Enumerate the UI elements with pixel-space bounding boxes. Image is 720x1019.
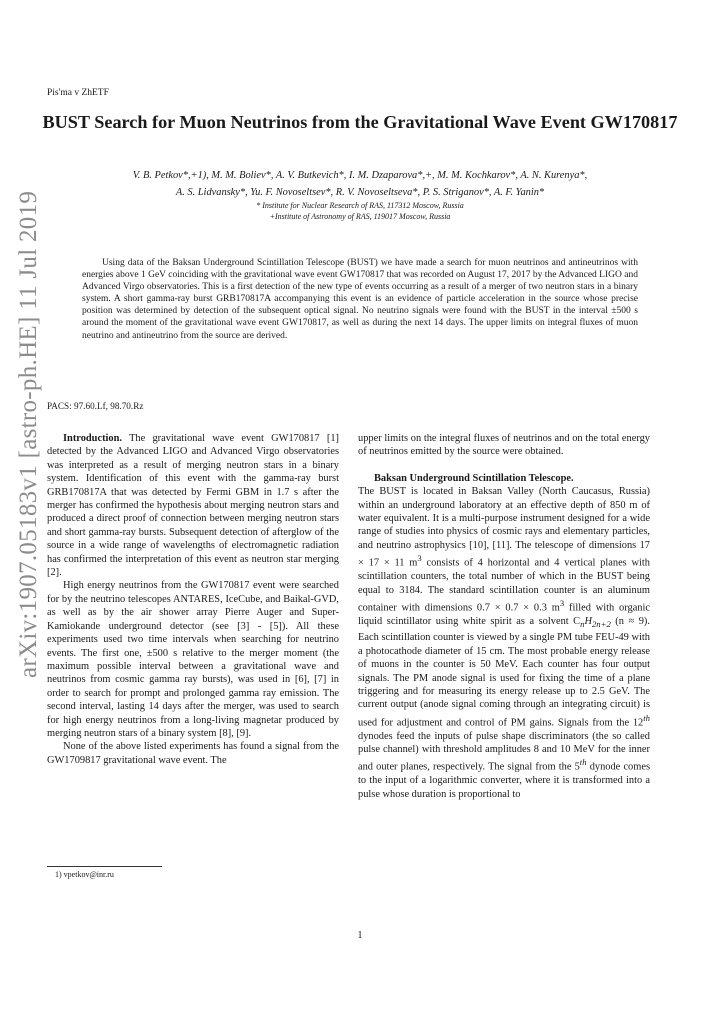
formula-h: H — [584, 615, 592, 627]
bust-text-d: (n ≈ 9). Each scintillation counter is viewed by a single PM tube FEU-49 with a photocathode diameter of 15 cm. The most probable energy release of muons in the counter is 50 MeV. Each counter has four output signals. The PM anode signal is used for fixing the time of a plane triggering and for measuring its energy release up to 2.5 GeV. The current output (anode signal coming through an integrating circuit) is used for adjustment and control of PM gains. Signals from the 12 — [358, 615, 650, 729]
page-number: 1 — [357, 930, 363, 941]
bust-text-e: dynodes feed the inputs of pulse shape discriminators (the so called pulse channel) with threshold amplitudes 8 and 10 MeV for the inner and outer planes, respectively. The signal from the 5 — [358, 730, 650, 773]
affiliations — [40, 200, 680, 222]
affiliation-1: * Institute for Nuclear Research of RAS, 117312 Moscow, Russia — [256, 201, 464, 210]
bust-text-f: dynode comes to the input of a logarithmic converter, where it is transformed into a pulse whose duration is proportional to — [358, 761, 650, 800]
paper-title: BUST Search for Muon Neutrinos from the Gravitational Wave Event GW170817 — [42, 112, 678, 132]
author-line-1: V. B. Petkov*,+1), M. M. Boliev*, A. V. Butkevich*, I. M. Dzaparova*,+, M. M. Kochkarov*, A. N. Kurenya*, — [132, 170, 588, 181]
intro-text-1: The gravitational wave event GW170817 [1] detected by the Advanced LIGO and Advanced Virgo observatories was interpreted as a result of merging neutron stars in a binary system. Identification of this event with the gamma-ray burst GRB170817A that was detected by Fermi GBM in 1.7 s after the merger has confirmed the hypothesis about merging neutron stars and produced a direct proof of connection between merging neutron stars and short gamma-ray bursts. Subsequent detection of afterglow of the source in a wide range of wavelengths of electromagnetic radiation has confirmed the interpretation of this event as neutron star merging [2]. — [47, 433, 339, 579]
affiliation-2: +Institute of Astronomy of RAS, 119017 Moscow, Russia — [269, 212, 451, 221]
intro-paragraph-3: None of the above listed experiments has found a signal from the GW1709817 gravitational wave event. The — [47, 741, 339, 766]
bust-heading: Baksan Underground Scintillation Telescope. — [374, 472, 574, 484]
journal-name: Pis'ma v ZhETF — [47, 88, 109, 98]
superscript-th: th — [579, 757, 587, 768]
pacs-codes: PACS: 97.60.Lf, 98.70.Rz — [47, 401, 144, 411]
bust-text-c: filled with organic liquid scintillator using white spirit as a solvent C — [358, 602, 650, 627]
abstract: Using data of the Baksan Underground Scintillation Telescope (BUST) we have made a search for muon neutrinos and antineutrinos with energies above 1 GeV coinciding with the gravitational wave event GW170817 that was recorded on August 17, 2017 by the Advanced LIGO and Advanced Virgo observatories. This is a first detection of the new type of events occurring as a result of a merger of two neutron stars in a binary system. A short gamma-ray burst GRB170817A accompanying this event is an evidence of particle acceleration in the source whose precise position was determined by detection of the subsequent optical signal. No neutrino signals were found with the BUST in the interval ±500 s around the moment of the gravitational wave event GW170817, as well as during the next 14 days. The upper limits on integral fluxes of muon neutrino and antineutrino from the source are derived. — [82, 258, 638, 341]
arxiv-stamp: arXiv:1907.05183v1 [astro-ph.HE] 11 Jul 2019 — [15, 190, 42, 678]
footnote: 1) vpetkov@inr.ru — [55, 870, 114, 879]
superscript-th: th — [643, 712, 650, 723]
right-column — [358, 432, 650, 801]
left-column — [47, 432, 339, 767]
intro-heading: Introduction. — [63, 433, 122, 444]
superscript-cubed: 3 — [417, 553, 422, 564]
intro-continuation: upper limits on the integral fluxes of neutrinos and on the total energy of neutrinos emitted by the source were obtained. — [358, 433, 650, 458]
bust-text-a: The BUST is located in Baksan Valley (North Caucasus, Russia) within an underground laboratory at an effective depth of 850 m of water equivalent. It is a multi-purpose instrument designed for a wide range of studies into physics of cosmic rays and elementary particles, and neutrino astrophysics [10], [11]. The telescope of dimensions 17 × 17 × 11 m — [358, 486, 650, 569]
footnote-rule — [47, 866, 162, 867]
intro-paragraph-2: High energy neutrinos from the GW170817 event were searched for by the neutrino telescopes ANTARES, IceCube, and Baikal-GVD, as well as by the air shower array Pierre Auger and Super-Kamiokande underground detector (see [3] - [5]). All these experiments used two time intervals when searching for neutrino events. The first one, ±500 s relative to the merger moment (the maximum possible interval between a gravitational wave and neutrinos from cosmic gamma ray bursts), was used in [6], [7] in order to search for prompt and prolonged gamma ray emission. The second interval, lasting 14 days after the merger, was used to search for high energy neutrinos from a long-living magnetar produced by merging neutron stars of a binary system [8], [9]. — [47, 580, 339, 739]
intro-paragraph-1 — [47, 432, 339, 579]
superscript-cubed: 3 — [559, 597, 565, 608]
formula-subscript: n — [580, 618, 585, 629]
bust-text-b: consists of 4 horizontal and 4 vertical planes with scintillation counters, the total number of which in the BUST being equal to 3184. The standard scintillation counter is an aluminum container with dimensions 0.7 × 0.7 × 0.3 m — [358, 557, 650, 614]
formula-subscript: 2n+2 — [591, 618, 611, 629]
bust-heading-paragraph — [358, 472, 650, 485]
author-line-2: A. S. Lidvansky*, Yu. F. Novoseltsev*, R. V. Novoseltseva*, P. S. Striganov*, A. F. Yanin* — [175, 187, 545, 198]
bust-paragraph — [358, 485, 650, 801]
author-list — [40, 167, 680, 201]
